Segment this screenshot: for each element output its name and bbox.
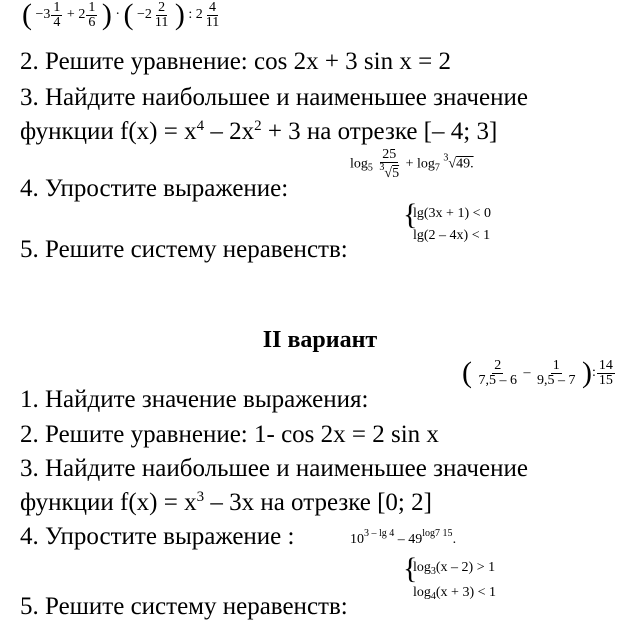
system-line: [413, 585, 496, 602]
div-sign: :: [188, 7, 193, 23]
left-paren: (: [123, 0, 134, 31]
dot-sign: ·: [115, 7, 120, 23]
mixed2-frac: [86, 1, 97, 30]
exponent: 2: [254, 118, 262, 134]
frac-den: 7,5 – 6: [478, 372, 517, 388]
log-arg: (x + 3) < 1: [435, 585, 497, 600]
text-part: функции f(x) = x: [20, 118, 197, 145]
frac-num: 2: [158, 0, 166, 15]
power-base: 10: [350, 532, 364, 547]
v1-task5-system: [403, 198, 492, 244]
right-paren: ): [101, 0, 112, 31]
minus-text: – 49: [394, 532, 423, 547]
exponent: 3: [196, 489, 205, 505]
frac-num: 1: [88, 0, 96, 15]
log-text: log: [413, 585, 431, 600]
v1-task4-expression: $\log_5$ $\frac{25}{^3√5}$ + $\log_7 ^3√49$.: [350, 147, 474, 181]
v2-task4: 4. Упростите выражение :: [20, 523, 295, 550]
log-text: log: [350, 156, 368, 172]
power-exponent: log7 15: [422, 528, 453, 539]
log-base: 7: [434, 162, 440, 174]
frac-num: 2: [494, 357, 502, 373]
power-exponent: 3 – lg 4: [364, 528, 395, 539]
plus-log-text: + log: [405, 156, 435, 172]
plus-sign: +: [66, 7, 75, 23]
left-paren: (: [462, 356, 472, 389]
text-part: – 3x на отрезке [0; 2]: [204, 489, 432, 516]
exponent: 4: [196, 118, 205, 134]
frac-den: 11: [205, 14, 220, 30]
log-frac: [377, 148, 401, 181]
v2-task3-line1: 3. Найдите наибольшее и наименьшее значение: [20, 455, 528, 482]
log-text: log: [413, 560, 431, 575]
frac-num: 4: [209, 0, 216, 15]
v2-task5-system: [403, 552, 497, 602]
frac-num: 1: [53, 0, 61, 15]
frac-den: 4: [53, 14, 61, 30]
root-index: 3: [443, 152, 449, 164]
system-brace: {: [403, 198, 418, 231]
system-brace: {: [403, 552, 418, 585]
period: .: [452, 532, 457, 547]
log-base: 3: [430, 566, 436, 577]
left-paren: (: [22, 0, 32, 31]
text-part: – 2x: [204, 118, 255, 145]
log-base: 4: [430, 591, 436, 602]
root-index: 3: [379, 162, 385, 173]
v2-task1: 1. Найдите значение выражения:: [20, 386, 369, 413]
v2-task5: 5. Решите систему неравенств:: [20, 593, 348, 620]
frac-2: [535, 359, 578, 388]
frac-3: [597, 359, 615, 388]
text-part: функции f(x) = x: [20, 489, 197, 516]
v1-task5: 5. Решите систему неравенств:: [20, 236, 348, 263]
frac-1: [477, 359, 520, 388]
frac-num: 25: [382, 147, 397, 162]
v1-task3-line2: [20, 119, 497, 144]
v2-task3-line2: [20, 490, 432, 515]
v2-task2: 2. Решите уравнение: 1- cos 2x = 2 sin x: [20, 421, 439, 448]
v2-task1-expression: [462, 358, 616, 388]
system-line: [413, 560, 496, 577]
mixed4-frac: [204, 1, 221, 30]
mixed1-frac: [51, 1, 62, 30]
v1-task1-expression: [22, 0, 222, 30]
right-paren: ): [174, 0, 185, 31]
text-part: + 3 на отрезке [– 4; 3]: [261, 118, 498, 145]
div-sign: :: [592, 365, 596, 381]
mixed4-whole: 2: [195, 7, 203, 23]
mixed2-whole: 2: [78, 7, 86, 23]
mixed1-whole: −3: [35, 7, 51, 23]
right-paren: ): [582, 356, 592, 389]
frac-den: 6: [88, 14, 96, 30]
system-line: lg(2 – 4x) < 1: [413, 228, 491, 243]
v1-task4: 4. Упростите выражение:: [20, 175, 289, 202]
v2-task4-expression: [350, 528, 456, 548]
frac-num: 14: [598, 357, 613, 373]
minus-sign: –: [523, 365, 531, 381]
mixed3-whole: −2: [136, 7, 152, 23]
root-radicand: 49.: [456, 156, 474, 172]
log-base: 5: [367, 162, 373, 174]
frac-den: 9,5 – 7: [537, 372, 576, 388]
variant-heading: II вариант: [262, 327, 378, 353]
v1-task2: 2. Решите уравнение: cos 2x + 3 sin x = 2: [20, 48, 451, 75]
frac-den: $^3$√5: [379, 162, 400, 181]
mixed3-frac: [153, 1, 170, 30]
system-line: lg(3x + 1) < 0: [413, 206, 492, 221]
log-arg: (x – 2) > 1: [435, 560, 496, 575]
v1-task3-line1: 3. Найдите наибольшее и наименьшее значение: [20, 84, 528, 111]
frac-num: 1: [552, 357, 560, 373]
frac-den: 15: [598, 372, 613, 388]
root-radicand: 5: [392, 166, 400, 181]
frac-den: 11: [154, 14, 169, 30]
